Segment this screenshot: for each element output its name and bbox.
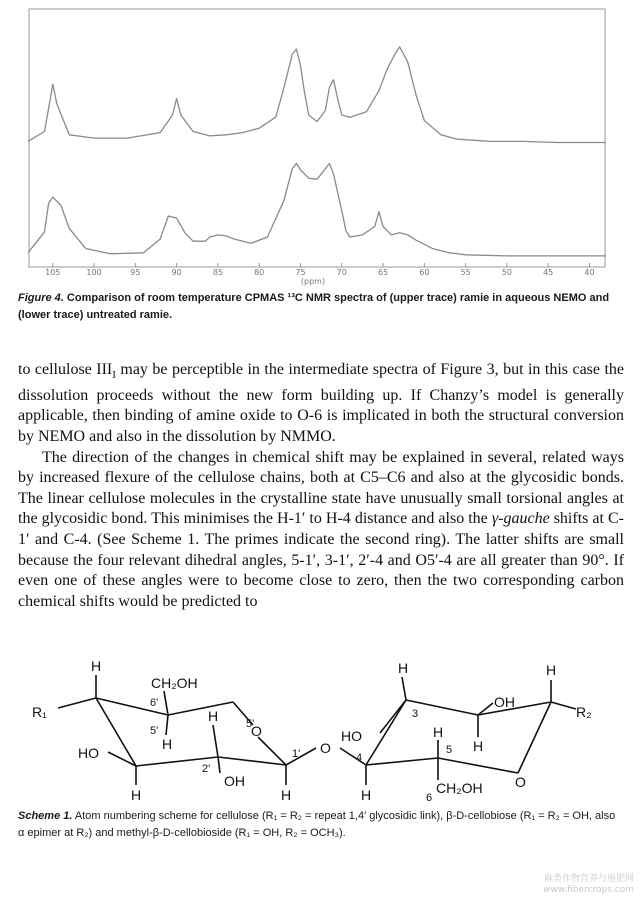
lower-trace-line: [28, 164, 606, 256]
watermark: [543, 874, 634, 896]
x-tick-label: 55: [460, 268, 471, 277]
x-tick-label: 65: [377, 268, 389, 277]
oh-right-label: OH: [494, 694, 515, 710]
nmr-spectrum-chart: [28, 8, 606, 288]
trace-layer: [28, 47, 606, 256]
watermark-line-1: 麻类作物营养与施肥网: [543, 874, 634, 884]
x-tick-label: 40: [584, 268, 595, 277]
x-tick-label: 70: [336, 268, 347, 277]
body-text: [18, 360, 624, 612]
ho-right-label: HO: [341, 728, 362, 744]
scheme-caption-text: Atom numbering scheme for cellulose (R₁ = R₂ = repeat 1,4′ glycosidic link), β-D-cellobiose (R₁ = R₂ = OH, also α epimer at R₂) and methyl-β-D-cellobioside (R₁ = OH, R₂ = OCH₃).: [18, 810, 616, 839]
atom-number-3: 3: [412, 708, 419, 720]
paragraph-2-start: The direction of the changes in chemical shift may be explained in several, related ways by increased flexure of the cellulose chains, both at C5–C6 and also at the glycosidic bonds. The linear cellulose molecules in the crystalline state have unusually small torsional angles at the glycosidic bond. This minimises the H-1′ to H-4 distance and also the: [18, 448, 624, 528]
h-atom-label: H: [91, 658, 102, 674]
h-atom-label: H: [398, 660, 409, 676]
scheme-structure: [18, 655, 624, 805]
r2-label: R₂: [576, 704, 592, 720]
ho-left-label: HO: [78, 745, 99, 761]
scheme-caption: [18, 808, 624, 842]
atom-number-5p-ring: 5': [246, 718, 255, 730]
x-tick-label: 90: [171, 268, 182, 277]
cellobiose-structure: [18, 655, 624, 805]
figure-caption-label: Figure 4.: [18, 292, 64, 304]
x-tick-label: 105: [45, 268, 61, 277]
x-axis-label: (ppm): [300, 277, 326, 286]
h-atom-label: H: [361, 787, 372, 803]
atom-number-6p: 6': [150, 697, 159, 709]
paragraph-2: [18, 448, 624, 613]
atom-number-1p: 1': [292, 748, 301, 760]
h-atom-label: H: [162, 736, 173, 752]
figure-caption-text: Comparison of room temperature CPMAS ¹³C NMR spectra of (upper trace) ramie in aqueous NEMO and (lower trace) untreated ramie.: [18, 292, 610, 321]
h-atom-label: H: [281, 787, 292, 803]
ch2oh-top-label: CH₂OH: [151, 675, 198, 691]
x-axis-ticks: [45, 263, 594, 277]
h-atom-label: H: [433, 724, 444, 740]
atom-number-5p: 5': [150, 725, 159, 737]
paragraph-1-rest: may be perceptible in the intermediate spectra of Figure 3, but in this case the dissolution proceeds without the new form building up. If Chanzy’s model is generally applicable, then binding of amine oxide to O-6 is implicated in both the structural conversion by NEMO and also in the dissolution by NMMO.: [18, 361, 625, 445]
atom-number-6: 6: [426, 792, 433, 804]
x-tick-label: 85: [212, 268, 224, 277]
h-atom-label: H: [546, 662, 557, 678]
paragraph-1-start: to cellulose III: [18, 361, 113, 378]
h-atom-label: H: [131, 787, 142, 803]
bond-lines: [58, 675, 576, 785]
paragraph-1-subscript: I: [112, 369, 116, 382]
atom-number-2p: 2': [202, 763, 211, 775]
x-tick-label: 80: [254, 268, 265, 277]
h-atom-label: H: [208, 708, 219, 724]
x-tick-label: 45: [543, 268, 554, 277]
ch2oh-bottom-label: CH₂OH: [436, 780, 483, 796]
ring-oxygen-left-label: O: [251, 723, 262, 739]
x-tick-label: 60: [419, 268, 430, 277]
h-atom-label: H: [473, 738, 484, 754]
paragraph-2-rest: shifts at C-1′ and C-4. (See Scheme 1. The primes indicate the second ring). The latter shifts are small because the four relevant dihedral angles, 5-1′, 3-1′, 2′-4 and O5′-4 are all greater than 90°. If even one of these angles were to become close to zero, then the two corresponding carbon chemical shifts would be predicted to: [18, 510, 624, 610]
upper-trace-line: [28, 47, 606, 143]
oh-left-label: OH: [224, 773, 245, 789]
nmr-spectrum-figure: [28, 8, 606, 288]
x-tick-label: 50: [501, 268, 513, 277]
x-tick-label: 95: [130, 268, 141, 277]
atom-number-4: 4: [356, 752, 363, 764]
atom-number-5: 5: [446, 744, 453, 756]
x-tick-label: 100: [86, 268, 102, 277]
watermark-line-2: www.fibercrops.com: [543, 885, 634, 895]
figure-caption: [18, 290, 624, 324]
bridge-oxygen-label: O: [320, 740, 331, 756]
paragraph-2-italic: γ-gauche: [491, 510, 550, 528]
ring-oxygen-label: O: [515, 774, 526, 790]
scheme-caption-label: Scheme 1.: [18, 810, 73, 822]
paragraph-1: [18, 360, 624, 448]
r1-label: R₁: [32, 704, 47, 720]
x-tick-label: 75: [295, 268, 306, 277]
